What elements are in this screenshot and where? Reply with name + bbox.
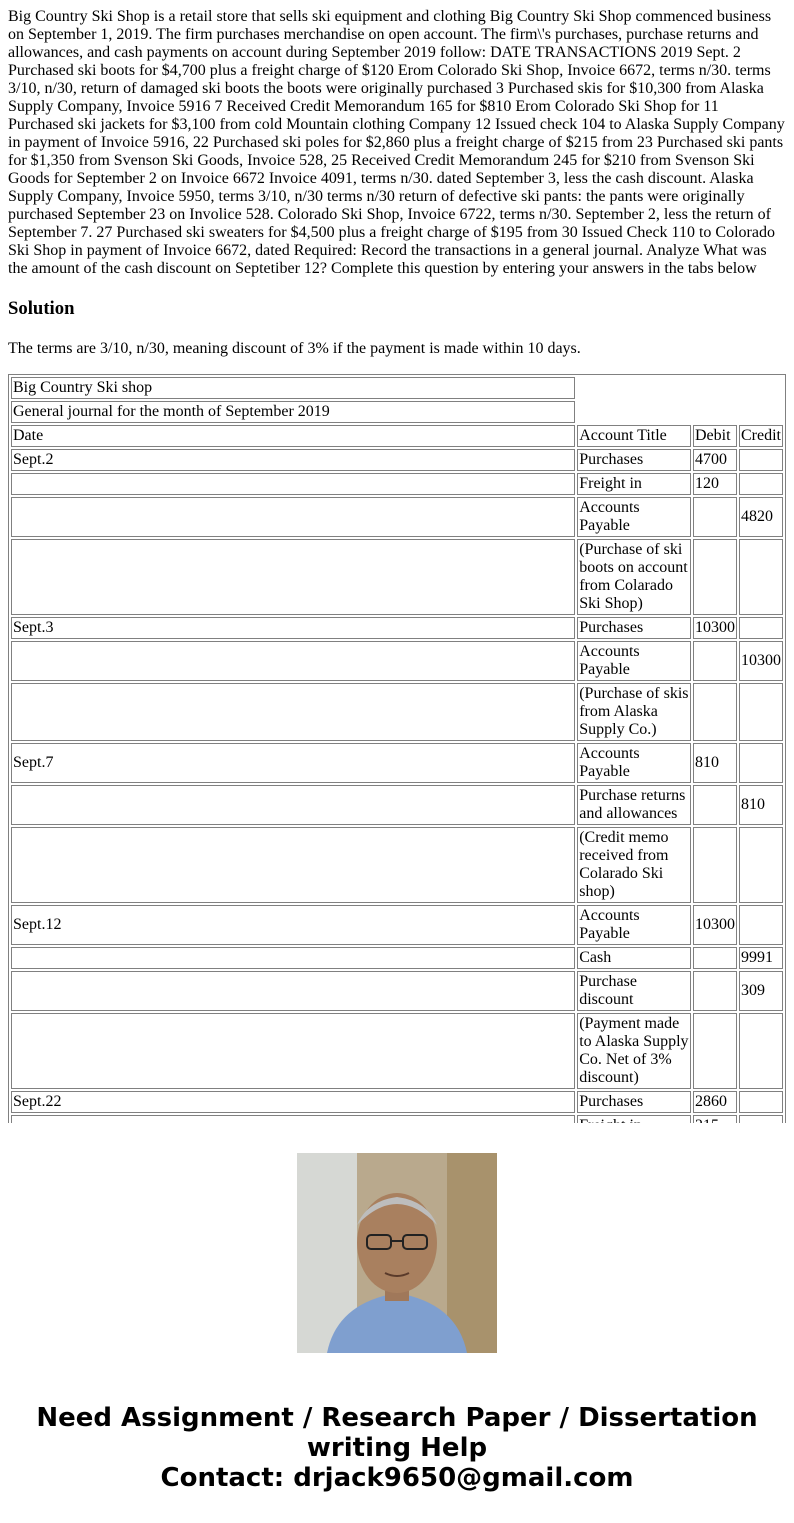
journal-cell-credit xyxy=(739,827,783,903)
journal-cell-debit: 10300 xyxy=(693,617,737,639)
journal-title-row xyxy=(11,377,783,399)
journal-cell-account: Purchase discount xyxy=(577,971,691,1011)
header-date: Date xyxy=(11,425,575,447)
journal-cell-account: (Payment made to Alaska Supply Co. Net of 3% discount) xyxy=(577,1013,691,1089)
journal-cell-debit xyxy=(693,971,737,1011)
journal-cell-date: Sept.12 xyxy=(11,905,575,945)
journal-cell-account: Purchases xyxy=(577,449,691,471)
journal-row xyxy=(11,449,783,471)
journal-cell-debit: 2860 xyxy=(693,1091,737,1113)
journal-cell-account: Cash xyxy=(577,947,691,969)
journal-cell-debit: 120 xyxy=(693,473,737,495)
journal-cell-date: Sept.3 xyxy=(11,617,575,639)
journal-cell-credit xyxy=(739,1091,783,1113)
journal-cell-account: Accounts Payable xyxy=(577,641,691,681)
journal-cell-account: Purchases xyxy=(577,1091,691,1113)
journal-cell-debit xyxy=(693,827,737,903)
header-debit: Debit xyxy=(693,425,737,447)
journal-cell-account: Accounts Payable xyxy=(577,497,691,537)
solution-text: The terms are 3/10, n/30, meaning discount of 3% if the payment is made within 10 days. xyxy=(8,340,581,357)
journal-subtitle: General journal for the month of September 2019 xyxy=(11,401,575,423)
journal-cell-account: (Purchase of ski boots on account from Colarado Ski Shop) xyxy=(577,539,691,615)
journal-cell-account: Freight in xyxy=(577,473,691,495)
journal-row xyxy=(11,947,783,969)
journal-cell-debit xyxy=(693,1013,737,1089)
journal-cell-date: Sept.22 xyxy=(11,1091,575,1113)
journal-cell-debit xyxy=(693,683,737,741)
journal-cell-debit xyxy=(693,947,737,969)
journal-cell-credit: 309 xyxy=(739,971,783,1011)
journal-row xyxy=(11,905,783,945)
journal-cell-credit xyxy=(739,617,783,639)
journal-cell-credit xyxy=(739,473,783,495)
journal-row xyxy=(11,743,783,783)
journal-row xyxy=(11,785,783,825)
promo-line-1: Need Assignment / Research Paper / Dissertation xyxy=(36,1403,758,1433)
journal-table-viewport xyxy=(8,374,786,1126)
journal-cell-date xyxy=(11,1013,575,1089)
journal-row xyxy=(11,617,783,639)
journal-cell-credit: 4820 xyxy=(739,497,783,537)
journal-cell-date xyxy=(11,683,575,741)
journal-row xyxy=(11,971,783,1011)
journal-cell-debit xyxy=(693,785,737,825)
solution-heading: Solution xyxy=(8,298,75,319)
journal-row xyxy=(11,827,783,903)
journal-cell-date xyxy=(11,497,575,537)
journal-cell-account: Accounts Payable xyxy=(577,905,691,945)
journal-cell-account: Purchase returns and allowances xyxy=(577,785,691,825)
journal-cell-credit: 810 xyxy=(739,785,783,825)
promo-line-2: writing Help xyxy=(306,1433,488,1463)
journal-cell-debit: 810 xyxy=(693,743,737,783)
journal-cell-date xyxy=(11,971,575,1011)
promo-text xyxy=(0,1403,794,1493)
journal-cell-credit: 10300 xyxy=(739,641,783,681)
promo-contact: Contact: drjack9650@gmail.com xyxy=(160,1463,634,1493)
journal-cell-account: (Purchase of skis from Alaska Supply Co.) xyxy=(577,683,691,741)
journal-cell-date: Sept.7 xyxy=(11,743,575,783)
journal-cell-date xyxy=(11,641,575,681)
journal-cell-credit xyxy=(739,743,783,783)
promo-banner xyxy=(0,1123,794,1523)
journal-cell-credit xyxy=(739,449,783,471)
author-photo xyxy=(297,1153,497,1353)
journal-cell-debit: 10300 xyxy=(693,905,737,945)
journal-row xyxy=(11,1091,783,1113)
journal-cell-date: Sept.2 xyxy=(11,449,575,471)
journal-cell-credit xyxy=(739,539,783,615)
journal-row xyxy=(11,473,783,495)
journal-cell-account: Accounts Payable xyxy=(577,743,691,783)
journal-cell-credit: 9991 xyxy=(739,947,783,969)
journal-row xyxy=(11,641,783,681)
journal-row xyxy=(11,1013,783,1089)
journal-cell-credit xyxy=(739,683,783,741)
journal-cell-date xyxy=(11,785,575,825)
journal-cell-debit xyxy=(693,641,737,681)
journal-cell-date xyxy=(11,827,575,903)
journal-row xyxy=(11,539,783,615)
journal-cell-date xyxy=(11,473,575,495)
journal-row xyxy=(11,497,783,537)
journal-cell-date xyxy=(11,947,575,969)
header-account-title: Account Title xyxy=(577,425,691,447)
journal-cell-debit: 4700 xyxy=(693,449,737,471)
journal-cell-date xyxy=(11,539,575,615)
journal-cell-account: (Credit memo received from Colarado Ski shop) xyxy=(577,827,691,903)
journal-cell-debit xyxy=(693,539,737,615)
question-text: Big Country Ski Shop is a retail store that sells ski equipment and clothing Big Country Ski Shop commenced business on September 1, 2019. The firm purchases merchandise on open account. The firm\'s purchases, purchase returns and allowances, and cash payments on account during September 2019 follow: DATE TRANSACTIONS 2019 Sept. 2 Purchased ski boots for $4,700 plus a freight charge of $120 Erom Colorado Ski Shop, Invoice 6672, terms n/30. terms 3/10, n/30, return of damaged ski boots the boots were originally purchased 3 Purchased skis for $10,300 from Alaska Supply Company, Invoice 5916 7 Received Credit Memorandum 165 for $810 Erom Colorado Ski Shop for 11 Purchased ski jackets for $3,100 from cold Mountain clothing Company 12 Issued check 104 to Alaska Supply Company in payment of Invoice 5916, 22 Purchased ski poles for $2,860 plus a freight charge of $215 from 23 Purchased ski pants for $1,350 from Svenson Ski Goods, Invoice 528, 25 Received Credit Memorandum 245 for $210 from Svenson Ski Goods for September 2 on Invoice 6672 Invoice 4091, terms n/30. dated September 3, less the cash discount. Alaska Supply Company, Invoice 5950, terms 3/10, n/30 terms n/30 return of defective ski pants: the pants were originally purchased September 23 on Involice 528. Colorado Ski Shop, Invoice 6722, terms n/30. September 2, less the return of September 7. 27 Purchased ski sweaters for $4,500 plus a freight charge of $195 from 30 Issued Check 110 to Colorado Ski Shop in payment of Invoice 6672, dated Required: Record the transactions in a general journal. Analyze What was the amount of the cash discount on Septetiber 12? Complete this question by entering your answers in the tabs below xyxy=(8,8,785,277)
journal-cell-credit xyxy=(739,905,783,945)
header-credit: Credit xyxy=(739,425,783,447)
general-journal-table xyxy=(8,374,786,1182)
journal-cell-account: Purchases xyxy=(577,617,691,639)
journal-cell-credit xyxy=(739,1013,783,1089)
author-portrait-icon xyxy=(297,1153,497,1353)
journal-cell-debit xyxy=(693,497,737,537)
journal-row xyxy=(11,683,783,741)
journal-header-row xyxy=(11,425,783,447)
journal-title: Big Country Ski shop xyxy=(11,377,575,399)
